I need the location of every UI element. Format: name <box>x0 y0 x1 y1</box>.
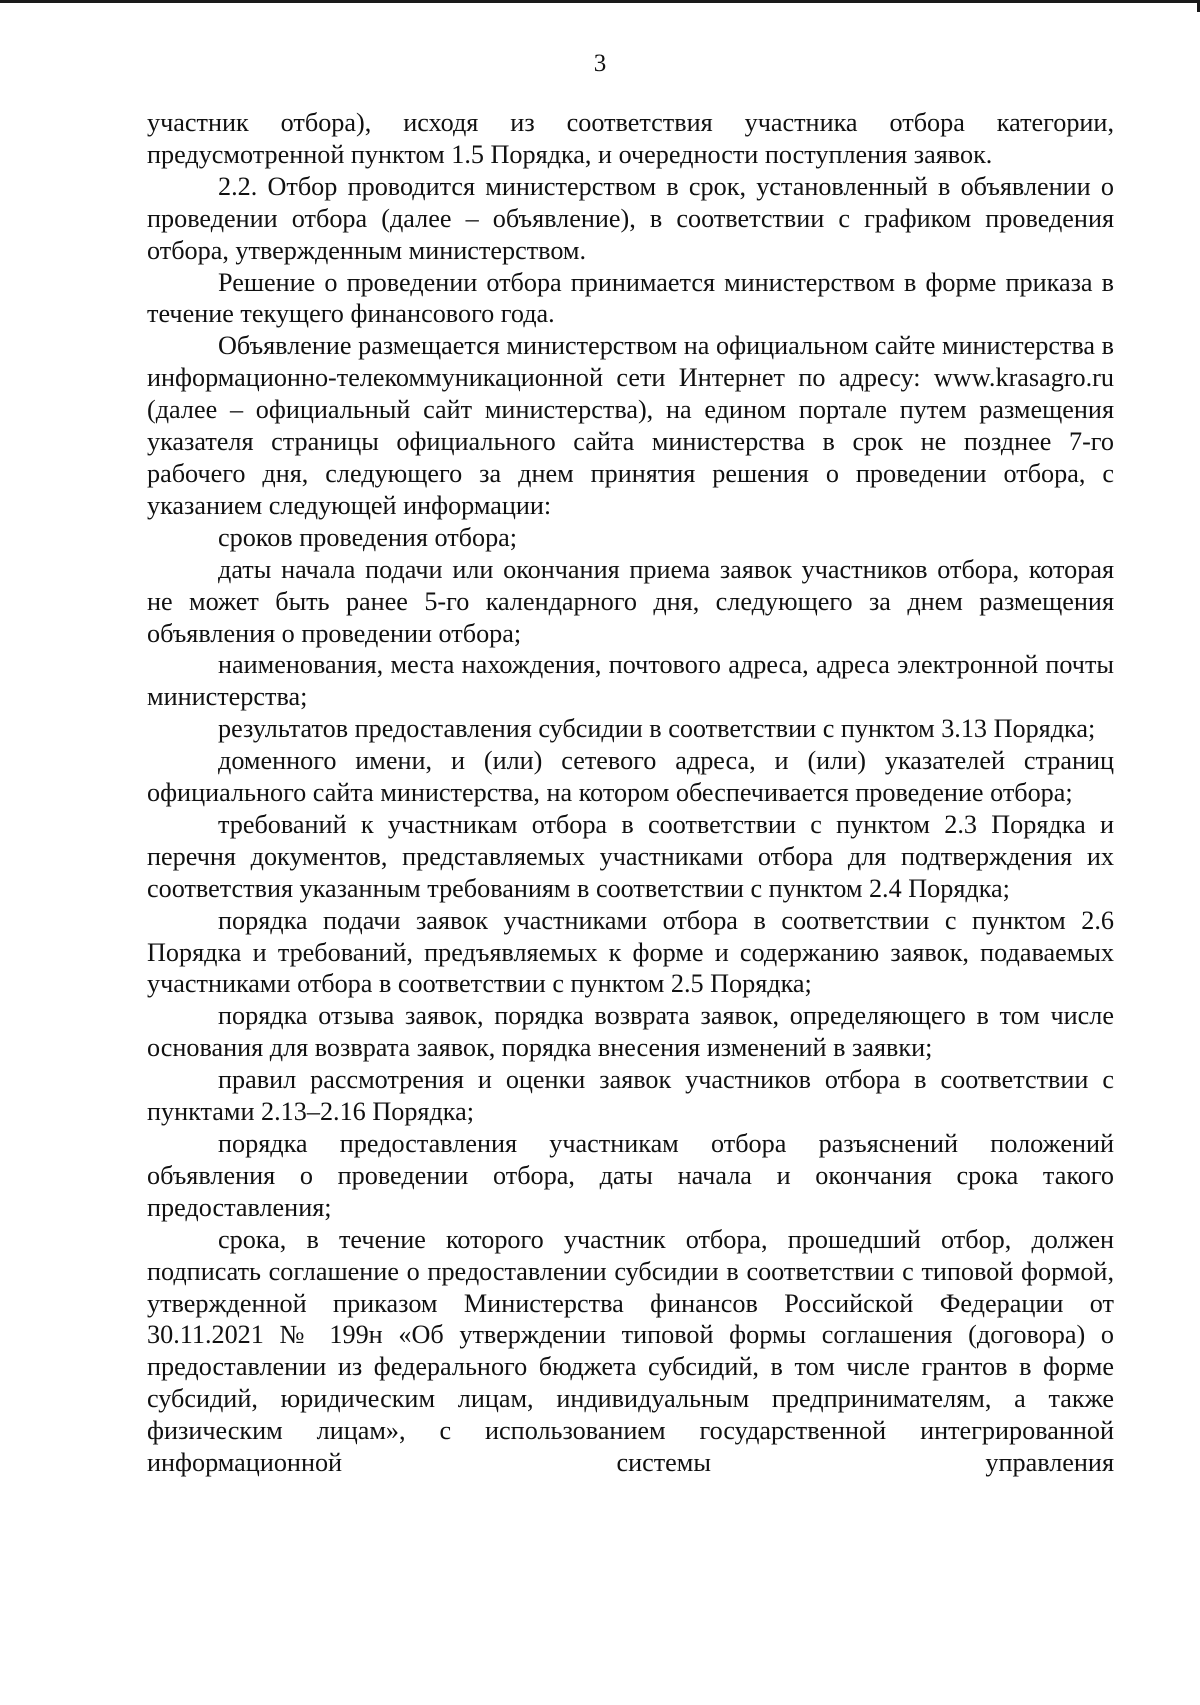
scan-edge-top <box>0 0 1200 3</box>
list-item-withdrawal: порядка отзыва заявок, порядка возврата заявок, определяющего в том числе основания для возврата заявок, порядка внесения изменений в заявки; <box>147 1001 1114 1063</box>
list-item-dates: даты начала подачи или окончания приема заявок участников отбора, которая не может быть ранее 5-го календарного дня, следующего за днем размещения объявления о проведении отбора; <box>147 554 1114 648</box>
list-item-domain: доменного имени, и (или) сетевого адреса, и (или) указателей страниц официального сайта министерства, на котором обеспечивается проведение отбора; <box>147 746 1114 808</box>
paragraph-2-2: 2.2. Отбор проводится министерством в срок, установленный в объявлении о проведении отбора (далее – объявление), в соответствии с графиком проведения отбора, утвержденным министерством. <box>147 171 1114 265</box>
paragraph-announcement: Объявление размещается министерством на официальном сайте министерства в информационно-телекоммуникационной сети Интернет по адресу: www.krasagro.ru (далее – официальный сайт министерства), на едином портале путем размещения указателя страницы официального сайта министерства в срок не позднее 7-го рабочего дня, следующего за днем принятия решения о проведении отбора, с указанием следующей информации: <box>147 331 1114 520</box>
list-item-ministry-contacts: наименования, места нахождения, почтового адреса, адреса электронной почты министерства; <box>147 650 1114 712</box>
list-item-terms: сроков проведения отбора; <box>218 522 518 552</box>
paragraph-continuation: участник отбора), исходя из соответствия участника отбора категории, предусмотренной пунктом 1.5 Порядка, и очередности поступления заявок. <box>147 108 1114 169</box>
list-item-requirements: требований к участникам отбора в соответствии с пунктом 2.3 Порядка и перечня документов, представляемых участниками отбора для подтверждения их соответствия указанным требованиям в соответствии с пунктом 2.4 Порядка; <box>147 809 1114 903</box>
list-item-application-order: порядка подачи заявок участниками отбора в соответствии с пунктом 2.6 Порядка и требований, предъявляемых к форме и содержанию заявок, подаваемых участниками отбора в соответствии с пунктом 2.5 Порядка; <box>147 905 1114 999</box>
list-item-agreement-term: срока, в течение которого участник отбора, прошедший отбор, должен подписать соглашение о предоставлении субсидии в соответствии с типовой формой, утвержденной приказом Министерства финансов Российской Федерации от 30.11.2021 № 199н «Об утверждении типовой формы соглашения (договора) о предоставлении из федерального бюджета субсидий, в том числе грантов в форме субсидий, юридическим лицам, индивидуальным предпринимателям, а также физическим лицам», с использованием государственной интегрированной информационной системы управления <box>147 1224 1114 1478</box>
list-item-results: результатов предоставления субсидии в соответствии с пунктом 3.13 Порядка; <box>218 714 1096 744</box>
list-item-evaluation-rules: правил рассмотрения и оценки заявок участников отбора в соответствии с пунктами 2.13–2.16 Порядка; <box>147 1065 1114 1127</box>
list-item-clarifications: порядка предоставления участникам отбора разъяснений положений объявления о проведении отбора, даты начала и окончания срока такого предоставления; <box>147 1129 1114 1222</box>
paragraph-decision: Решение о проведении отбора принимается министерством в форме приказа в течение текущего финансового года. <box>147 267 1114 329</box>
document-body <box>147 107 1114 1479</box>
page-number: 3 <box>593 50 607 77</box>
